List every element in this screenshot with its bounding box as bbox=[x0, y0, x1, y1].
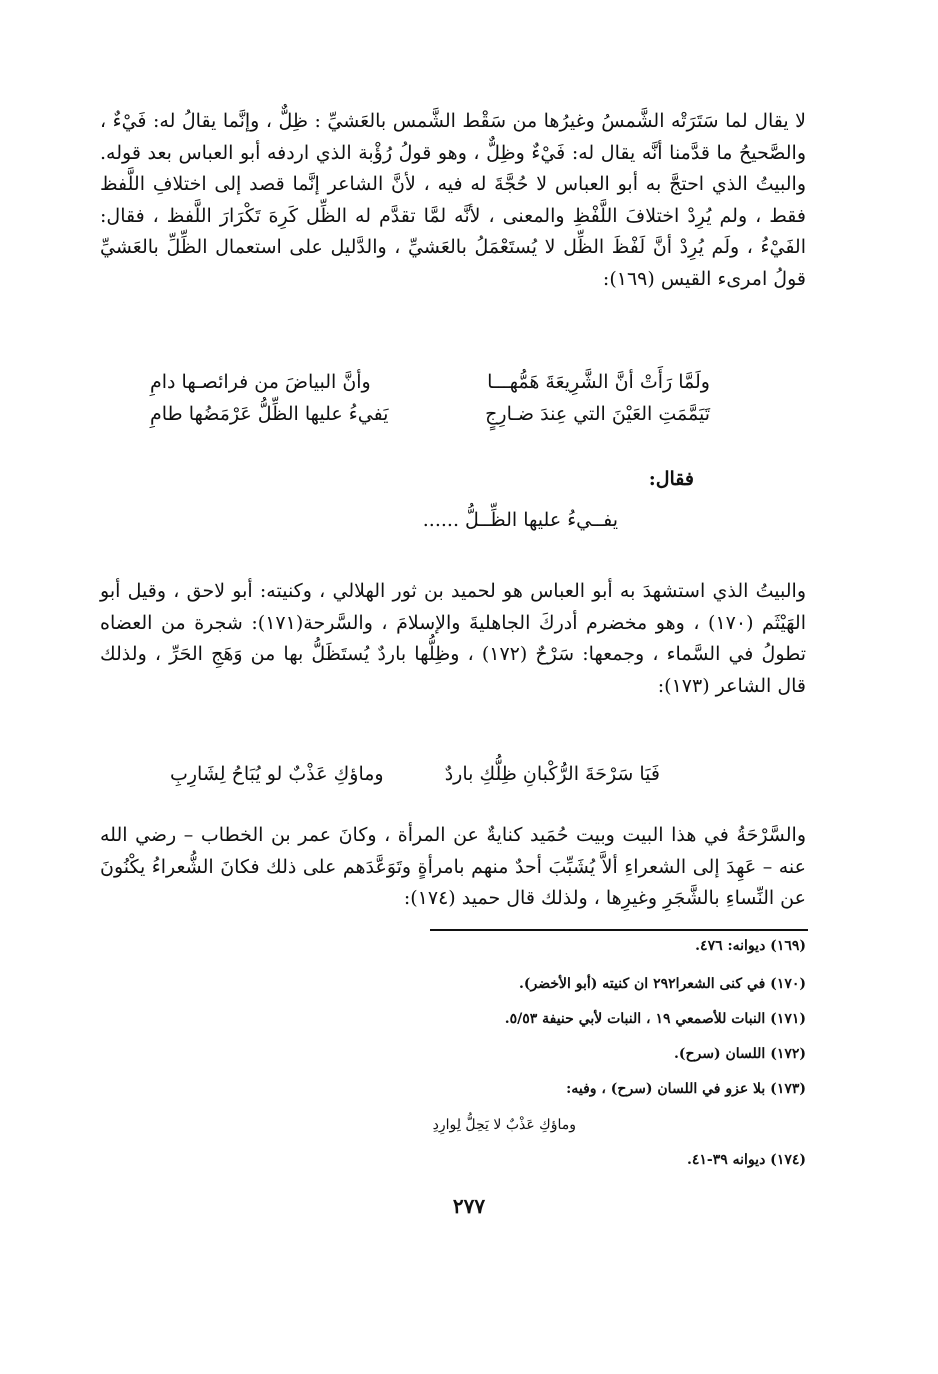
verse-hemistich-first: تَيَمَّمَتِ العَيْنَ التي عِندَ ضـارِجٍ bbox=[485, 403, 710, 425]
footnote: (١٦٩) ديوانه: ٤٧٦. bbox=[695, 938, 806, 954]
verse-hemistich-second: يَفيءُ عليها الظِّلُّ عَرْمَضُها طامِ bbox=[150, 403, 389, 425]
quoted-hemistich: يفــيءُ عليها الظِّــلُّ ...... bbox=[422, 509, 618, 531]
footnote: (١٧٠) في كنى الشعرا٢٩٢ ان كنيته (أبو الأخضر). bbox=[519, 976, 806, 992]
paragraph-1: لا يقال لما سَتَرَتْه الشَّمسُ وغيرُها من سَقْط الشَّمس بالعَشيِّ : ظِلٌّ ، وإنَّما يقالُ له: فَيْءٌ ، والصَّحيحُ ما قدَّمنا أنَّه يقال له: فَيْءٌ وظِلٌّ ، وهو قولُ رُؤْبة الذي اردفه أبو العباس بعد قوله. والبيتُ الذي احتجَّ به أبو العباس لا حُجَّةَ له فيه ، لأنَّ الشاعر إنَّما قصد إلى اختلافِ اللَّفظ فقط ، ولم يُرِدْ اختلافَ اللَّفْظِ والمعنى ، لأنَّه لمَّا تقدَّم له الظِّل كَرِهَ تَكْرَارَ اللَّفظ ، فقال: الفَيْءُ ، ولَم يُرِدْ أنَّ لَفْظَ الظِّل لا يُستَعْمَلُ بالعَشيِّ ، والدَّليل على استعمال الظِّلِّ بالعَشيِّ قولُ امرىء القيس (١٦٩): bbox=[100, 110, 806, 290]
page-number: ٢٧٧ bbox=[452, 1194, 486, 1218]
paragraph-3: والسَّرْحَةُ في هذا البيت وبيت حُمَيد كنايةٌ عن المرأة ، وكانَ عمر بن الخطاب – رضي الله عنه – عَهِدَ إلى الشعراءِ ألاَّ يُشَبِّبَ أحدٌ منهم بامرأةٍ وتَوَعَّدَهم على ذلك فكانَ الشُّعراءُ يكْنُونَ عن النِّساءِ بالشَّجَرِ وغيرِها ، ولذلك قال حميد (١٧٤): bbox=[100, 824, 806, 909]
verse-hemistich-first: ولَمَّا رَأَتْ أنَّ الشَّرِيعَةَ هَمُّهـــا bbox=[487, 371, 710, 393]
footnote: (١٧٣) بلا عزو في اللسان (سرح) ، وفيه: bbox=[566, 1081, 806, 1097]
footnote-divider bbox=[430, 929, 808, 931]
footnote: (١٧٢) اللسان (سرح). bbox=[674, 1046, 806, 1062]
verse-line bbox=[150, 366, 710, 398]
verse-hemistich-first: فَيَا سَرْحَةَ الرُّكْبانِ ظِلُّكِ باردٌ bbox=[444, 763, 660, 785]
footnote: (١٧١) النبات للأصمعي ١٩ ، النبات لأبي حنيفة ٥/٥٣. bbox=[504, 1011, 806, 1027]
verse-line bbox=[170, 758, 660, 790]
verse-hemistich-second: وماؤكِ عَذْبٌ لو يُبَاحُ لِشَارِبِ bbox=[170, 763, 384, 785]
verse-line bbox=[150, 398, 710, 430]
footnote: (١٧٤) ديوانه ٣٩-٤١. bbox=[687, 1152, 806, 1168]
said-label: فقال: bbox=[648, 468, 694, 490]
footnote-verse: وماؤكِ عَذْبٌ لا يَحِلُّ لِوارِدِ bbox=[432, 1117, 576, 1133]
verse-hemistich-second: وأنَّ البياضَ من فرائصـها دامِ bbox=[150, 371, 371, 393]
paragraph-2: والبيتُ الذي استشهدَ به أبو العباس هو لحميد بن ثور الهلالي ، وكنيته: أبو لاحق ، وقيل أبو الهَيْثَم (١٧٠) ، وهو مخضرم أدركَ الجاهليةَ والإسلامَ ، والسَّرحة(١٧١): شجرة من العضاه تطولُ في السَّماء ، وجمعها: سَرْحٌ (١٧٢) ، وظِلُّها باردٌ يُستَظَلُّ بها من وَهَجِ الحَرِّ ، ولذلك قال الشاعر (١٧٣): bbox=[100, 580, 807, 697]
